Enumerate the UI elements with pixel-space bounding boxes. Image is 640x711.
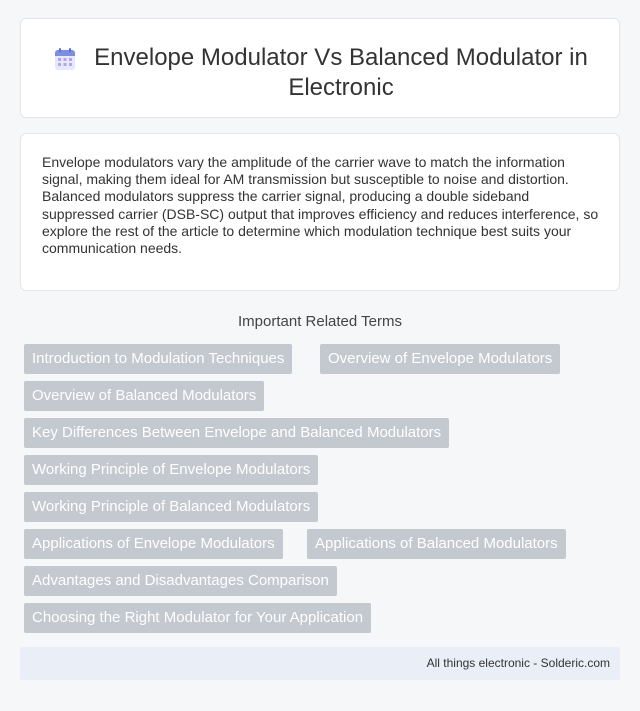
term-tag[interactable]: Applications of Envelope Modulators [24,529,283,559]
page-title: Envelope Modulator Vs Balanced Modulator in Electronic [94,44,588,101]
term-tag[interactable]: Introduction to Modulation Techniques [24,344,292,374]
term-tag[interactable]: Advantages and Disadvantages Comparison [24,566,337,596]
related-terms-heading: Important Related Terms [238,313,402,330]
description-card [20,133,620,291]
term-tag[interactable]: Choosing the Right Modulator for Your Application [24,603,371,633]
footer [20,647,620,680]
term-tag[interactable]: Working Principle of Balanced Modulators [24,492,318,522]
term-tag[interactable]: Key Differences Between Envelope and Balanced Modulators [24,418,449,448]
term-tag[interactable]: Working Principle of Envelope Modulators [24,455,318,485]
title-card [20,18,620,118]
term-tag[interactable]: Applications of Balanced Modulators [307,529,566,559]
calendar-grid-icon [54,47,76,71]
footer-credit: All things electronic - Solderic.com [426,656,610,670]
term-tag[interactable]: Overview of Balanced Modulators [24,381,264,411]
description-text: Envelope modulators vary the amplitude of the carrier wave to match the information signal, making them ideal for AM transmission but susceptible to noise and distortion. Balanced modulators suppress the carrier signal, producing a double sideband suppressed carrier (DSB-SC) output that improves efficiency and reduces interference, so explore the rest of the article to determine which modulation technique best suits your communication needs. [42,154,599,257]
term-tag[interactable]: Overview of Envelope Modulators [320,344,560,374]
